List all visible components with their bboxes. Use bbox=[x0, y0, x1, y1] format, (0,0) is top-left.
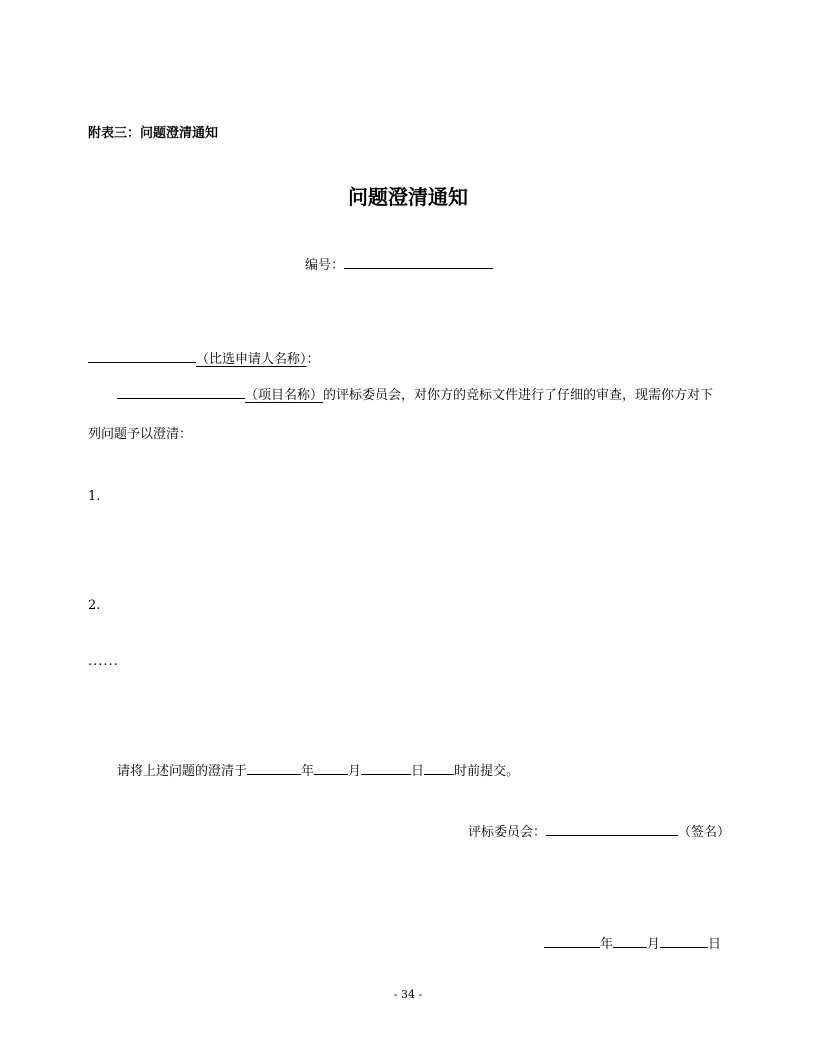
recipient-name-blank[interactable] bbox=[88, 348, 196, 363]
intro-line-1 bbox=[117, 384, 713, 403]
signature-date-row bbox=[544, 933, 721, 952]
deadline-month-blank[interactable] bbox=[314, 760, 348, 775]
deadline-year-blank[interactable] bbox=[247, 760, 301, 775]
intro-text: 的评标委员会，对你方的竞标文件进行了仔细的审查，现需你方对下 bbox=[323, 388, 714, 403]
deadline-day-blank[interactable] bbox=[361, 760, 411, 775]
deadline-month-label: 月 bbox=[348, 764, 362, 779]
deadline-row bbox=[117, 760, 519, 779]
deadline-prefix: 请将上述问题的澄清于 bbox=[117, 764, 248, 779]
question-item-ellipsis: ...... bbox=[88, 654, 119, 669]
project-name-blank[interactable] bbox=[117, 384, 245, 399]
appendix-label: 附表三：问题澄清通知 bbox=[88, 126, 219, 141]
serial-number-blank[interactable] bbox=[344, 254, 493, 269]
committee-signature-blank[interactable] bbox=[546, 821, 678, 836]
serial-number-label: 编号： bbox=[305, 258, 345, 273]
question-item-2: 2. bbox=[88, 598, 101, 613]
recipient-row bbox=[88, 348, 320, 367]
deadline-hour-blank[interactable] bbox=[424, 760, 454, 775]
intro-line-2: 列问题予以澄清： bbox=[88, 427, 193, 442]
question-item-1: 1. bbox=[88, 489, 101, 504]
date-year-blank[interactable] bbox=[544, 933, 600, 948]
date-month-blank[interactable] bbox=[613, 933, 647, 948]
deadline-year-label: 年 bbox=[301, 764, 315, 779]
serial-number-row bbox=[305, 254, 493, 273]
committee-label: 评标委员会： bbox=[468, 825, 547, 840]
recipient-colon: ： bbox=[306, 352, 320, 367]
date-month-label: 月 bbox=[647, 937, 661, 952]
page-number: - 34 - bbox=[393, 988, 423, 1001]
deadline-day-label: 日 bbox=[411, 764, 425, 779]
committee-sign-hint: （签名） bbox=[678, 825, 731, 840]
project-hint: （项目名称） bbox=[245, 388, 324, 403]
document-title: 问题澄清通知 bbox=[348, 185, 468, 209]
deadline-suffix: 时前提交。 bbox=[454, 764, 520, 779]
committee-signature-row bbox=[468, 821, 730, 840]
date-day-blank[interactable] bbox=[660, 933, 708, 948]
date-year-label: 年 bbox=[600, 937, 614, 952]
recipient-hint: （比选申请人名称） bbox=[196, 352, 307, 367]
date-day-label: 日 bbox=[708, 937, 722, 952]
